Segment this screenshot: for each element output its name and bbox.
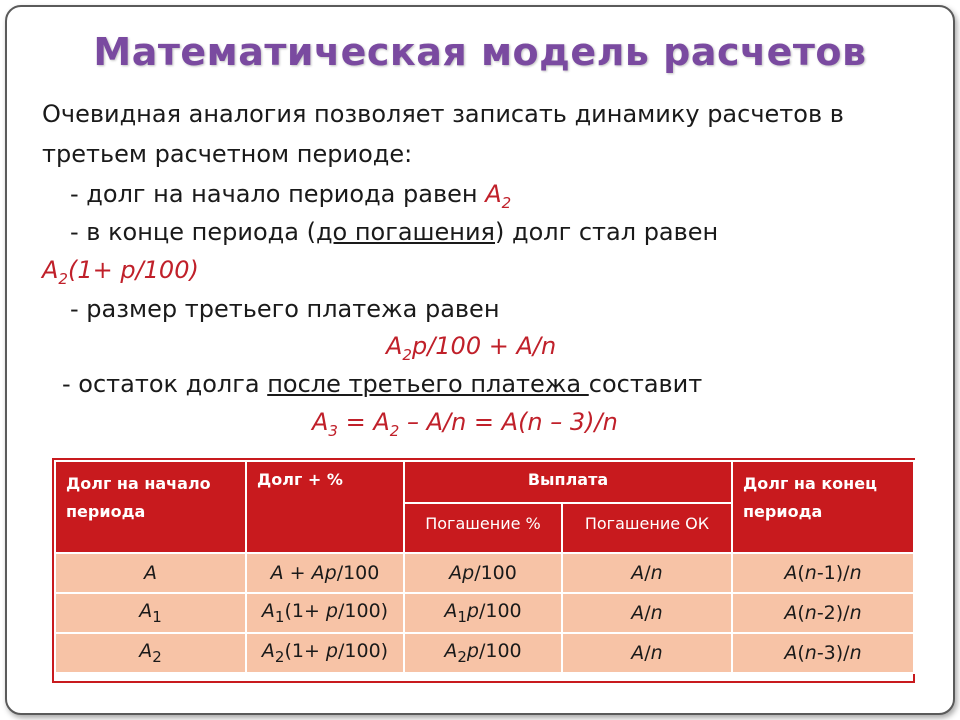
table-row xyxy=(55,593,914,633)
header-payment: Выплата xyxy=(404,461,732,503)
table-cell: A(n-1)/n xyxy=(732,553,914,593)
formula-payment-var: A xyxy=(386,332,403,360)
formula-debt-end xyxy=(42,256,199,288)
paragraph-line-1: Очевидная аналогия позволяет записать динамику расчетов в xyxy=(42,100,844,128)
bullet-remaining-post: составит xyxy=(588,370,703,398)
formula-a2-var: A xyxy=(485,180,502,208)
table-cell: A xyxy=(55,553,246,593)
formula-a2 xyxy=(485,180,512,212)
bullet-payment-size: - размер третьего платежа равен xyxy=(70,295,500,323)
table-cell: $A_2$ xyxy=(55,633,246,673)
table-row xyxy=(55,633,914,673)
table-cell: $A_2p/100$ xyxy=(404,633,562,673)
header-principal-repayment: Погашение ОК xyxy=(562,503,732,553)
formula-remaining-sub1: 3 xyxy=(328,421,338,440)
formula-a2-sub: 2 xyxy=(501,193,512,212)
header-debt-start: Долг на начало периода xyxy=(55,461,246,553)
slide-title: Математическая модель расчетов xyxy=(93,30,867,74)
header-interest-repayment: Погашение % xyxy=(404,503,562,553)
bullet-debt-end-post: ) долг стал равен xyxy=(495,218,719,246)
table-cell: Ap/100 xyxy=(404,553,562,593)
formula-remaining-sub2: 2 xyxy=(389,421,400,440)
table-cell: A/n xyxy=(562,553,732,593)
formula-remaining xyxy=(312,408,618,440)
formula-remaining-var: A xyxy=(312,408,329,436)
bullet-debt-start xyxy=(70,180,511,212)
formula-remaining-mid: = A xyxy=(337,408,390,436)
payment-table xyxy=(54,460,915,674)
formula-payment-sub: 2 xyxy=(402,345,412,364)
bullet-debt-end-underlined: до погашения xyxy=(315,218,495,246)
bullet-debt-end-pre: - в конце периода ( xyxy=(70,218,316,246)
formula-payment-rest: p/100 + A/n xyxy=(411,332,557,360)
bullet-remaining-underlined: после третьего платежа xyxy=(267,370,589,398)
table-cell: A(n-3)/n xyxy=(732,633,914,673)
paragraph-line-2: третьем расчетном периоде: xyxy=(42,140,413,168)
bullet-debt-end xyxy=(70,218,718,246)
formula-remaining-rest: – A/n = A(n – 3)/n xyxy=(399,408,618,436)
table-cell: A/n xyxy=(562,633,732,673)
table-cell: A(n-2)/n xyxy=(732,593,914,633)
table-cell: $A_1p/100$ xyxy=(404,593,562,633)
table-cell: $A_1(1+ p/100)$ xyxy=(246,593,404,633)
table-cell: $A_1$ xyxy=(55,593,246,633)
table-cell: A + Ap/100 xyxy=(246,553,404,593)
table-cell: $A_2(1+ p/100)$ xyxy=(246,633,404,673)
bullet-debt-start-text: - долг на начало периода равен xyxy=(70,180,486,208)
formula-debt-end-var: A xyxy=(42,256,59,284)
table-cell: A/n xyxy=(562,593,732,633)
header-debt-end: Долг на конец периода xyxy=(732,461,914,553)
formula-debt-end-rest: (1+ p/100) xyxy=(67,256,199,284)
header-debt-plus-percent: Долг + % xyxy=(246,461,404,553)
bullet-remaining-debt xyxy=(62,370,702,398)
table-row xyxy=(55,553,914,593)
formula-payment xyxy=(386,332,556,364)
formula-debt-end-sub: 2 xyxy=(58,269,68,288)
bullet-remaining-pre: - остаток долга xyxy=(62,370,268,398)
